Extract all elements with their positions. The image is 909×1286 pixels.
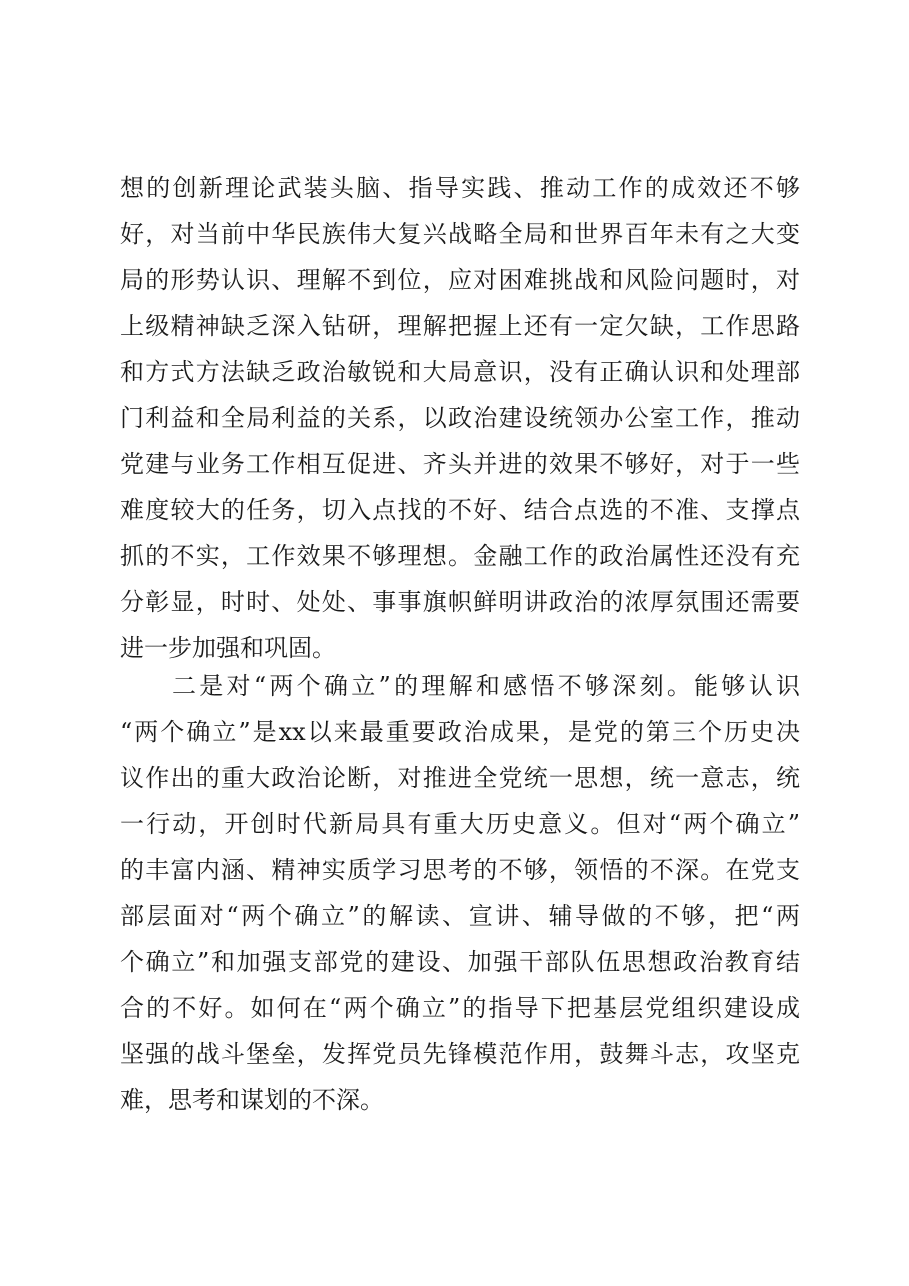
paragraph-line: 局的形势认识、理解不到位，应对困难挑战和风险问题时，对 xyxy=(120,266,800,294)
paragraph-line: 和方式方法缺乏政治敏锐和大局意识，没有正确认识和处理部 xyxy=(120,358,800,386)
paragraph-line: “两个确立”是xx以来最重要政治成果，是党的第三个历史决 xyxy=(120,718,800,746)
paragraph-line: 坚强的战斗堡垒，发挥党员先锋模范作用，鼓舞斗志，攻坚克 xyxy=(120,1040,800,1068)
paragraph-line: 党建与业务工作相互促进、齐头并进的效果不够好，对于一些 xyxy=(120,450,800,478)
paragraph-line: 部层面对“两个确立”的解读、宣讲、辅导做的不够，把“两 xyxy=(120,902,800,930)
paragraph-line: 上级精神缺乏深入钻研，理解把握上还有一定欠缺，工作思路 xyxy=(120,312,800,340)
paragraph-line: 门利益和全局利益的关系，以政治建设统领办公室工作，推动 xyxy=(120,404,800,432)
paragraph-line: 难，思考和谋划的不深。 xyxy=(120,1086,384,1114)
paragraph-1 xyxy=(120,165,800,671)
paragraph-line: 抓的不实，工作效果不够理想。金融工作的政治属性还没有充 xyxy=(120,542,800,570)
paragraph-line: 分彰显，时时、处处、事事旗帜鲜明讲政治的浓厚氛围还需要 xyxy=(120,588,800,616)
paragraph-line: 好，对当前中华民族伟大复兴战略全局和世界百年未有之大变 xyxy=(120,220,800,248)
paragraph-line: 议作出的重大政治论断，对推进全党统一思想，统一意志，统 xyxy=(120,764,800,792)
paragraph-line: 进一步加强和巩固。 xyxy=(120,634,336,662)
paragraph-line: 的丰富内涵、精神实质学习思考的不够，领悟的不深。在党支 xyxy=(120,856,800,884)
paragraph-line: 一行动，开创时代新局具有重大历史意义。但对“两个确立” xyxy=(120,810,800,838)
paragraph-line: 想的创新理论武装头脑、指导实践、推动工作的成效还不够 xyxy=(120,174,800,202)
paragraph-line: 个确立”和加强支部党的建设、加强干部队伍思想政治教育结 xyxy=(120,948,800,976)
paragraph-line: 合的不好。如何在“两个确立”的指导下把基层党组织建设成 xyxy=(120,994,800,1022)
paragraph-2 xyxy=(120,663,800,1123)
paragraph-line: 难度较大的任务，切入点找的不好、结合点选的不准、支撑点 xyxy=(120,496,800,524)
paragraph-line: 二是对“两个确立”的理解和感悟不够深刻。能够认识 xyxy=(172,672,800,700)
